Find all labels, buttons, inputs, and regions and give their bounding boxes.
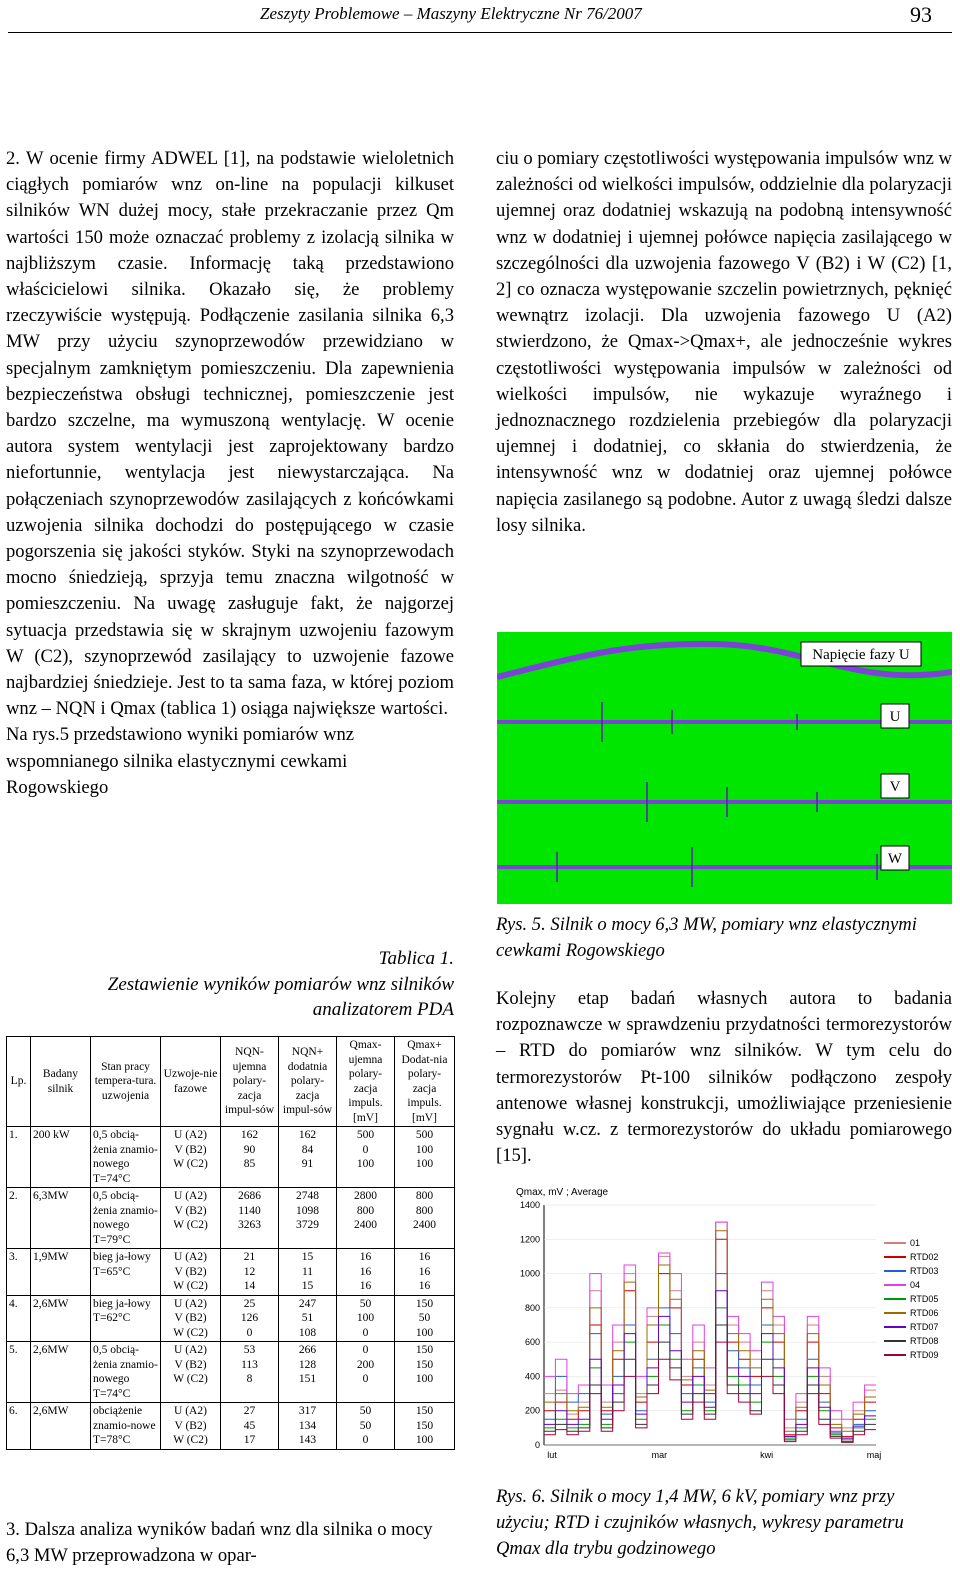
table-cell-phase: U (A2) V (B2) W (C2) [161, 1295, 221, 1342]
table-cell-motor: 2,6MW [31, 1295, 91, 1342]
table-cell-state: obciążenie znamio-nowe T=78°C [91, 1403, 161, 1450]
figure-6 [496, 1183, 946, 1467]
x-tick-label: mar [651, 1450, 668, 1460]
table-cell-phase: U (A2) V (B2) W (C2) [161, 1342, 221, 1403]
table-cell-nqn-neg: 27 45 17 [221, 1403, 279, 1450]
journal-title: Zeszyty Problemowe – Maszyny Elektryczne Nr 76/2007 [260, 4, 642, 23]
th-qmax-pos: Qmax+ Dodat-nia polary-zacja impuls. [mV] [395, 1037, 455, 1127]
table-row [7, 1342, 455, 1403]
table-cell-lp: 1. [7, 1127, 31, 1188]
th-lp: Lp. [7, 1037, 31, 1127]
y-tick-label: 0 [534, 1440, 540, 1450]
table-cell-qmax-neg: 2800 800 2400 [337, 1188, 395, 1249]
table-cell-lp: 6. [7, 1403, 31, 1450]
label-u: U [889, 709, 901, 725]
y-tick-label: 1400 [519, 1200, 540, 1210]
left-paragraph-1: 2. W ocenie firmy ADWEL [1], na podstawie wieloletnich ciągłych pomiarów wnz on-line na populacji kilkuset silników WN dużej mocy, stałe przekraczanie przez Qm wartości 150 może oznaczać problemy z izolacją silnika w najbliższym czasie. Informację taką przedstawiono właścicielowi silnika. Okazało się, że problemy rzeczywiście występują. Podłączenie zasilania silnika 6,3 MW przy użyciu szynoprzewodów przewidziano w specjalnym zamkniętym pomieszczeniu. Dla zapewnienia bezpieczeństwa obsługi technicznej, pomieszczenie jest bardzo szczelne, ma wymuszoną wentylację. W ocenie autora system wentylacji jest zaprojektowany bardzo niefortunnie, wentylacja jest niewystarczająca. Na połączeniach szynoprzewodów zasilających z końcówkami uzwojenia silnika dochodzi do postępującego w czasie pogorszenia się jakości styków. Styki na szynoprzewodach mocno śniedzieją, sprzyja temu znaczna wilgotność w pomieszczeniu. Na uwagę zasługuje fakt, że najgorzej sytuacja przedstawia się w skrajnym uzwojeniu fazowym W (C2), szynoprzewód zasilający to uzwojenie fazowe najbardziej śniedzieje. Jest to ta sama faza, w której poziom wnz – NQN i Qmax (tablica 1) osiąga największe wartości. [6, 148, 454, 720]
x-tick-label: maj [866, 1450, 882, 1460]
x-tick-label: kwi [760, 1450, 774, 1460]
table-cell-nqn-pos: 317 134 143 [279, 1403, 337, 1450]
legend-label: 04 [910, 1280, 921, 1290]
table-cell-qmax-neg: 16 16 16 [337, 1249, 395, 1296]
y-tick-label: 1000 [519, 1268, 540, 1279]
page-header [0, 0, 960, 36]
table-cell-nqn-neg: 21 12 14 [221, 1249, 279, 1296]
table-cell-state: bieg ja-łowy T=65°C [91, 1249, 161, 1296]
figure-5-caption: Rys. 5. Silnik o mocy 6,3 MW, pomiary wnz elastycznymi cewkami Rogowskiego [496, 914, 917, 961]
series-line-rtd03 [544, 1274, 876, 1439]
series-line-rtd07 [544, 1291, 876, 1438]
table-cell-nqn-pos: 247 51 108 [279, 1295, 337, 1342]
footer-text: 3. Dalsza analiza wyników badań wnz dla silnika o mocy 6,3 MW przeprowadzona w opar- [6, 1519, 433, 1566]
table-cell-nqn-pos: 162 84 91 [279, 1127, 337, 1188]
header-rule [8, 32, 952, 33]
legend-label: 01 [910, 1238, 921, 1248]
table-cell-motor: 200 kW [31, 1127, 91, 1188]
left-paragraph-2: Na rys.5 przedstawiono wyniki pomiarów wnz wspomnianego silnika elastycznymi cewkami Rogowskiego [6, 724, 355, 798]
legend-label: RTD05 [910, 1294, 939, 1304]
table-cell-phase: U (A2) V (B2) W (C2) [161, 1188, 221, 1249]
table-row [7, 1295, 455, 1342]
y-tick-label: 1200 [519, 1234, 540, 1245]
th-motor: Badany silnik [31, 1037, 91, 1127]
table-cell-qmax-neg: 500 0 100 [337, 1127, 395, 1188]
table-cell-nqn-neg: 2686 1140 3263 [221, 1188, 279, 1249]
series-line-rtd05 [544, 1308, 876, 1440]
table-row [7, 1403, 455, 1450]
y-tick-label: 200 [524, 1405, 540, 1416]
table-row [7, 1127, 455, 1188]
table-cell-qmax-pos: 150 150 100 [395, 1342, 455, 1403]
label-w: W [887, 851, 903, 867]
table-cell-state: 0,5 obcią-żenia znamio-nowego T=79°C [91, 1188, 161, 1249]
right-column-top [496, 146, 952, 539]
legend-label: RTD06 [910, 1308, 939, 1318]
table-row [7, 1188, 455, 1249]
table-cell-qmax-neg: 0 200 0 [337, 1342, 395, 1403]
table-cell-motor: 2,6MW [31, 1403, 91, 1450]
table-cell-qmax-neg: 50 100 0 [337, 1295, 395, 1342]
legend-label: RTD02 [910, 1252, 939, 1262]
th-state: Stan pracy tempera-tura. uzwojenia [91, 1037, 161, 1127]
right-paragraph-1: ciu o pomiary częstotliwości występowania impulsów wnz w zależności od wielkości impulsów, oddzielnie dla polaryzacji ujemnej oraz dodatniej wskazują na podobną intensywność wnz w dodatniej i ujemnej połówce napięcia zasilającego w szczególności dla uzwojenia fazowego V (B2) i W (C2) [1, 2] co oznacza występowanie szczelin powietrznych, pęknięć wewnątrz izolacji. Dla uzwojenia fazowego U (A2) stwierdzono, że Qmax->Qmax+, ale jednocześnie wykres częstotliwości występowania impulsów w zależności od wielkości impulsów, nie wykazuje wyraźnego i jednoznacznego rozdzielenia przebiegów dla polaryzacji ujemnej i dodatniej, co skłania do stwierdzenia, że intensywność wnz w dodatniej oraz ujemnej połówce napięcia zasilanego są podobne. Autor z uwagą śledzi dalsze losy silnika. [496, 148, 952, 536]
x-tick-label: lut [547, 1450, 557, 1460]
table-cell-state: 0,5 obcią-żenia znamio-nowego T=74°C [91, 1127, 161, 1188]
table-cell-nqn-neg: 53 113 8 [221, 1342, 279, 1403]
figure-5-oscillogram [497, 632, 952, 904]
table-cell-lp: 3. [7, 1249, 31, 1296]
table-cell-lp: 2. [7, 1188, 31, 1249]
table-row [7, 1249, 455, 1296]
chart-title: Qmax, mV ; Average [516, 1187, 609, 1198]
table-cell-qmax-pos: 150 50 100 [395, 1295, 455, 1342]
th-nqn-pos: NQN+ dodatnia polary-zacja impul-sów [279, 1037, 337, 1127]
legend-label: RTD08 [910, 1336, 939, 1346]
table-cell-motor: 6,3MW [31, 1188, 91, 1249]
legend-label: RTD07 [910, 1322, 939, 1332]
table-cell-state: 0,5 obcią-żenia znamio-nowego T=74°C [91, 1342, 161, 1403]
table-label: Tablica 1. [378, 948, 454, 969]
table-cell-nqn-pos: 266 128 151 [279, 1342, 337, 1403]
y-tick-label: 400 [524, 1371, 540, 1382]
table-cell-motor: 2,6MW [31, 1342, 91, 1403]
table-cell-state: bieg ja-łowy T=62°C [91, 1295, 161, 1342]
right-paragraph-2: Kolejny etap badań własnych autora to badania rozpoznawcze w sprawdzeniu przydatności termorezystorów – RTD do pomiarów wnz silników. W tym celu do termorezystorów Pt-100 silników podłączono zespoły antenowe własnej konstrukcji, umożliwiające przeniesienie sygnału w.cz. z termorezystorów do układu pomiarowego [15]. [496, 988, 952, 1167]
th-phase: Uzwoje-nie fazowe [161, 1037, 221, 1127]
table-cell-phase: U (A2) V (B2) W (C2) [161, 1127, 221, 1188]
table-cell-lp: 5. [7, 1342, 31, 1403]
table-cell-qmax-pos: 16 16 16 [395, 1249, 455, 1296]
series-line-rtd06 [544, 1231, 876, 1432]
table-title: Zestawienie wyników pomiarów wnz silników analizatorem PDA [107, 974, 454, 1020]
table-cell-qmax-pos: 800 800 2400 [395, 1188, 455, 1249]
right-column-bottom [496, 986, 952, 1169]
y-tick-label: 800 [524, 1302, 540, 1313]
table-cell-nqn-pos: 2748 1098 3729 [279, 1188, 337, 1249]
table-header-row [7, 1037, 455, 1127]
figure-5 [497, 632, 952, 904]
table-cell-qmax-pos: 150 150 100 [395, 1403, 455, 1450]
qmax-chart [496, 1183, 946, 1467]
table-cell-motor: 1,9MW [31, 1249, 91, 1296]
y-tick-label: 600 [524, 1337, 540, 1348]
label-napiecie: Napięcie fazy U [812, 647, 910, 663]
table-cell-phase: U (A2) V (B2) W (C2) [161, 1249, 221, 1296]
legend-label: RTD03 [910, 1266, 939, 1276]
th-qmax-neg: Qmax- ujemna polary-zacja impuls. [mV] [337, 1037, 395, 1127]
series-line-rtd09 [544, 1342, 876, 1442]
table-cell-nqn-neg: 25 126 0 [221, 1295, 279, 1342]
figure-6-caption: Rys. 6. Silnik o mocy 1,4 MW, 6 kV, pomiary wnz przy użyciu; RTD i czujników własnych, wykresy parametru Qmax dla trybu godzinowego [496, 1486, 904, 1559]
table-cell-phase: U (A2) V (B2) W (C2) [161, 1403, 221, 1450]
table-1 [6, 1036, 455, 1450]
left-column [6, 146, 454, 801]
table-cell-qmax-neg: 50 50 0 [337, 1403, 395, 1450]
table-cell-lp: 4. [7, 1295, 31, 1342]
label-v: V [889, 779, 901, 795]
table-cell-nqn-pos: 15 11 15 [279, 1249, 337, 1296]
th-nqn-neg: NQN- ujemna polary-zacja impul-sów [221, 1037, 279, 1127]
legend-label: RTD09 [910, 1350, 939, 1360]
table-cell-nqn-neg: 162 90 85 [221, 1127, 279, 1188]
page-number: 93 [910, 2, 932, 27]
table-cell-qmax-pos: 500 100 100 [395, 1127, 455, 1188]
